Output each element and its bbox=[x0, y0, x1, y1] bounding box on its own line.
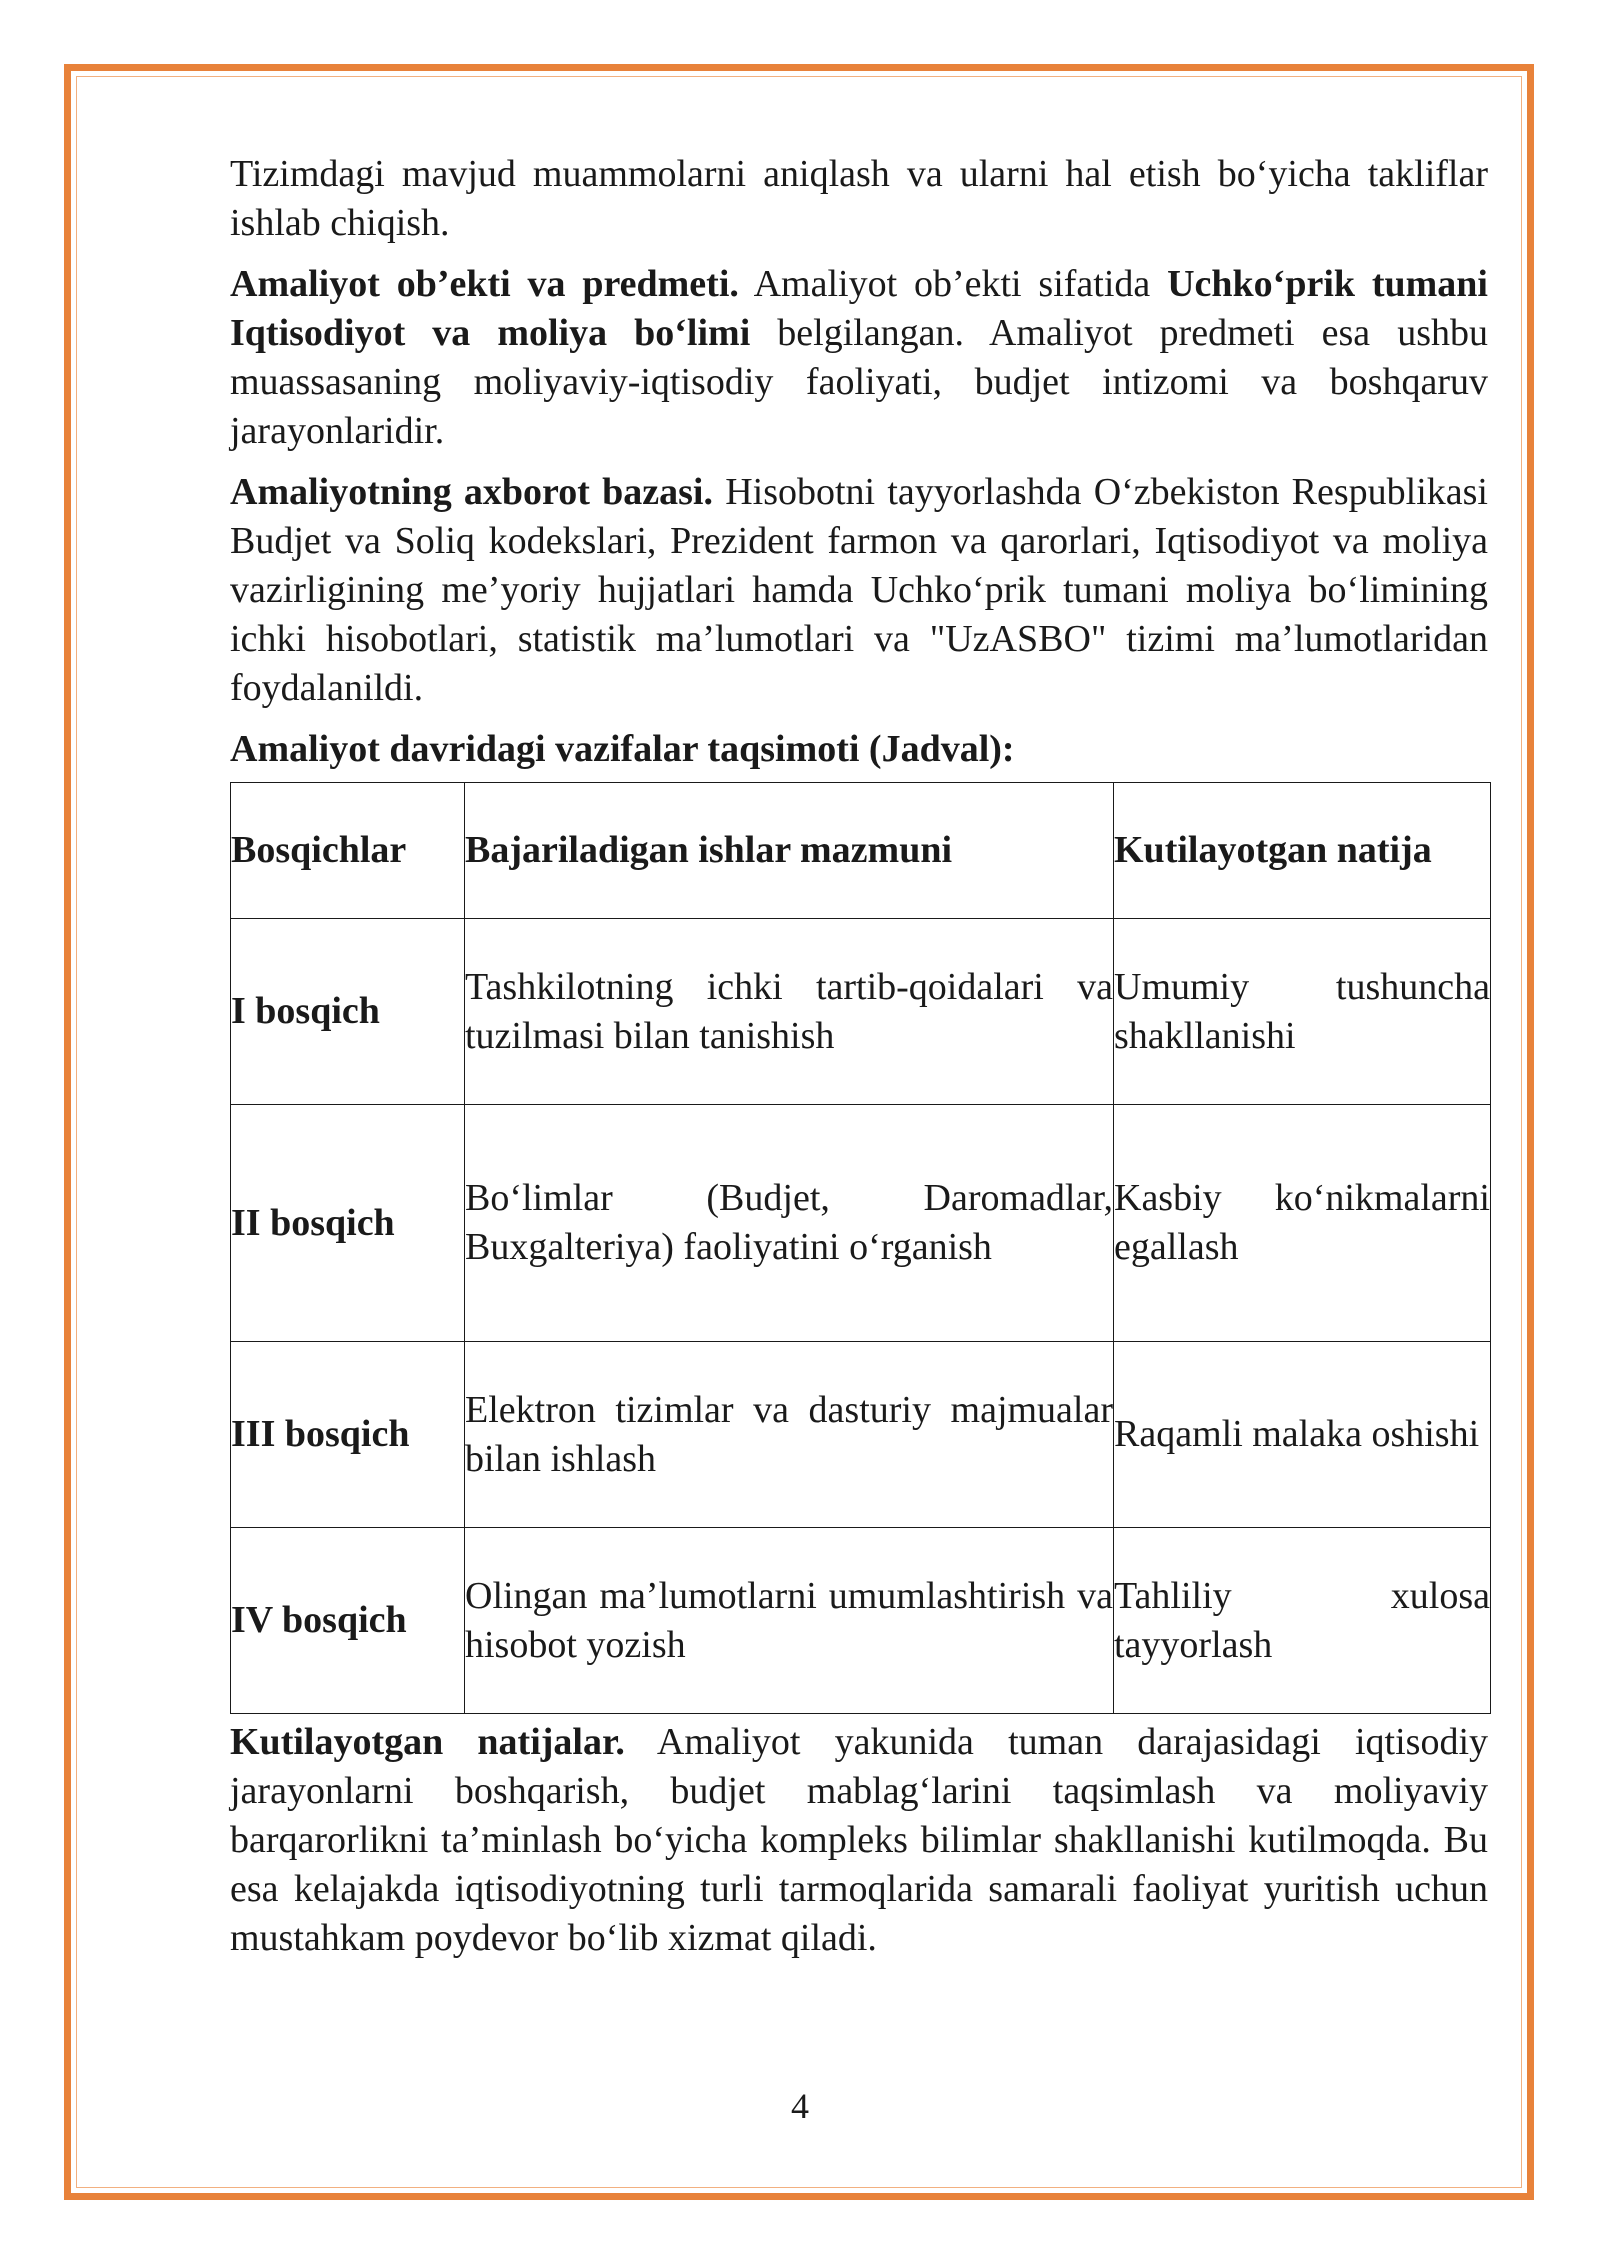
object-heading: Amaliyot ob’ekti va predmeti. bbox=[230, 263, 739, 305]
stages-table bbox=[230, 782, 1491, 1714]
work-cell: Tashkilotning ichki tartib-qoidalari va tuzilmasi bilan tanishish bbox=[465, 919, 1114, 1105]
header-work-content: Bajariladigan ishlar mazmuni bbox=[465, 783, 1114, 919]
document-body bbox=[230, 150, 1488, 1975]
object-paragraph bbox=[230, 260, 1488, 456]
table-header-row bbox=[231, 783, 1491, 919]
stage-cell: II bosqich bbox=[231, 1105, 465, 1342]
stage-cell: IV bosqich bbox=[231, 1528, 465, 1714]
table-row bbox=[231, 1342, 1491, 1528]
stage-cell: III bosqich bbox=[231, 1342, 465, 1528]
table-caption: Amaliyot davridagi vazifalar taqsimoti (Jadval): bbox=[230, 728, 1015, 770]
info-base-text: Hisobotni tayyorlashda O‘zbekiston Respublikasi Budjet va Soliq kodekslari, Prezident farmon va qarorlari, Iqtisodiyot va moliya vazirligining me’yoriy hujjatlari hamda Uchko‘prik tumani moliya bo‘limining ichki hisobotlari, statistik ma’lumotlari va "UzASBO" tizimi ma’lumotlaridan foydalanildi. bbox=[230, 471, 1488, 709]
work-cell: Elektron tizimlar va dasturiy majmualar bilan ishlash bbox=[465, 1342, 1114, 1528]
info-base-paragraph bbox=[230, 468, 1488, 713]
header-expected-result: Kutilayotgan natija bbox=[1114, 783, 1491, 919]
table-row bbox=[231, 1528, 1491, 1714]
results-text: Amaliyot yakunida tuman darajasidagi iqtisodiy jarayonlarni boshqarish, budjet mablag‘larini taqsimlash va moliyaviy barqarorlikni ta’minlash bo‘yicha kompleks bilimlar shakllanishi kutilmoqda. Bu esa kelajakda iqtisodiyotning turli tarmoqlarida samarali faoliyat yuritish uchun mustahkam poydevor bo‘lib xizmat qiladi. bbox=[230, 1721, 1489, 1959]
results-heading: Kutilayotgan natijalar. bbox=[230, 1721, 625, 1763]
info-base-heading: Amaliyotning axborot bazasi. bbox=[230, 471, 713, 513]
intro-paragraph: Tizimdagi mavjud muammolarni aniqlash va ularni hal etish bo‘yicha takliflar ishlab chiqish. bbox=[230, 153, 1488, 244]
work-cell: Olingan ma’lumotlarni umumlashtirish va hisobot yozish bbox=[465, 1528, 1114, 1714]
stage-cell: I bosqich bbox=[231, 919, 465, 1105]
result-cell: Tahliliy xulosa tayyorlash bbox=[1114, 1528, 1491, 1714]
page-number: 4 bbox=[791, 2086, 809, 2126]
work-cell: Bo‘limlar (Budjet, Daromadlar, Buxgalteriya) faoliyatini o‘rganish bbox=[465, 1105, 1114, 1342]
result-cell: Umumiy tushuncha shakllanishi bbox=[1114, 919, 1491, 1105]
table-row bbox=[231, 919, 1491, 1105]
results-paragraph bbox=[230, 1718, 1488, 1963]
table-row bbox=[231, 1105, 1491, 1342]
organization-name: Uchko‘prik tumani Iqtisodiyot va moliya bo‘limi bbox=[230, 263, 1488, 354]
result-cell: Raqamli malaka oshishi bbox=[1114, 1342, 1491, 1528]
object-text-2: belgilangan. Amaliyot predmeti esa ushbu muassasaning moliyaviy-iqtisodiy faoliyati, budjet intizomi va boshqaruv jarayonlaridir. bbox=[230, 312, 1488, 452]
object-text-1: Amaliyot ob’ekti sifatida bbox=[738, 263, 1168, 305]
header-stages: Bosqichlar bbox=[231, 783, 465, 919]
result-cell: Kasbiy ko‘nikmalarni egallash bbox=[1114, 1105, 1491, 1342]
